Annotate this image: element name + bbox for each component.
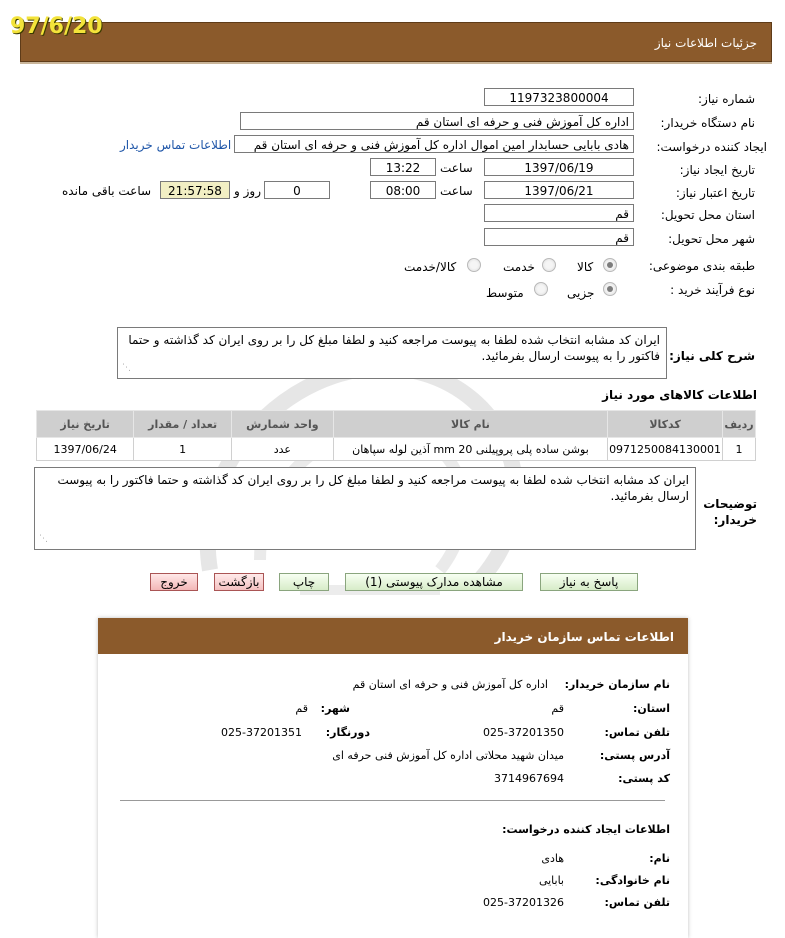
address-value: میدان شهید محلاتی اداره کل آموزش فنی حرفه ای [332,749,564,762]
contact-city-label: شهر: [320,702,350,715]
items-table [36,410,756,461]
process-radio-medium[interactable] [534,282,548,296]
org-value: اداره کل آموزش فنی و حرفه ای استان قم [352,678,548,691]
validity-time-field[interactable]: 08:00 [370,181,436,199]
process-radio-minor[interactable] [603,282,617,296]
city-label: شهر محل تحویل: [668,232,755,246]
province-label: استان محل تحویل: [660,208,755,222]
contact-card-title: اطلاعات تماس سازمان خریدار [494,630,674,644]
category-label: طبقه بندی موضوعی: [648,259,755,273]
buyer-notes-text: ایران کد مشابه انتخاب شده لطفا به پیوست مراجعه کنید و لطفا مبلغ کل را بر روی ایران کد گذاشته و حتما فاکتور را به پیوست ارسال بفرمائید. [57,473,689,503]
page-header [20,22,772,62]
postal-value: 3714967694 [494,772,564,785]
table-row[interactable] [37,438,756,461]
print-button[interactable]: چاپ [279,573,329,591]
remaining-label: ساعت باقی مانده [62,184,152,198]
category-option-both: کالا/خدمت [404,260,457,274]
resize-grip-icon[interactable]: ⋰ [39,534,48,544]
contact-card-header [98,618,688,654]
created-time-label: ساعت [440,161,473,175]
created-date-label: تاریخ ایجاد نیاز: [679,163,755,177]
category-option-service: خدمت [503,260,535,274]
fax-value: 025-37201351 [221,726,302,739]
validity-date-field[interactable]: 1397/06/21 [484,181,634,199]
buyer-notes-textarea[interactable] [34,467,696,550]
phone-value: 025-37201350 [483,726,564,739]
items-section-title: اطلاعات کالاهای مورد نیاز [602,388,757,402]
contact-city-value: قم [295,702,308,715]
category-radio-goods[interactable] [603,258,617,272]
cell-row: 1 [723,438,756,461]
back-button[interactable]: بازگشت [214,573,264,591]
days-label: روز و [234,184,261,198]
process-option-medium: متوسط [486,286,524,300]
page-title: جزئیات اطلاعات نیاز [654,36,757,50]
buyer-field[interactable]: اداره کل آموزش فنی و حرفه ای استان قم [240,112,634,130]
view-attachments-button[interactable]: مشاهده مدارک پیوستی (1) [345,573,523,591]
creator-name-value: هادی [541,852,564,865]
need-number-label: شماره نیاز: [698,92,755,106]
city-field[interactable]: قم [484,228,634,246]
org-label: نام سازمان خریدار: [564,678,670,691]
province-field[interactable]: قم [484,204,634,222]
process-option-minor: جزیی [567,286,595,300]
col-row: ردیف [723,411,756,438]
cell-unit: عدد [231,438,333,461]
phone-label: تلفن تماس: [604,726,670,739]
cell-name: بوشن ساده پلی پروپیلنی 20 mm آذین لوله سپاهان [333,438,607,461]
col-qty: تعداد / مقدار [134,411,232,438]
category-radio-service[interactable] [542,258,556,272]
creator-label: ایجاد کننده درخواست: [656,140,767,154]
creator-name-label: نام: [649,852,670,865]
summary-textarea[interactable] [117,327,667,379]
buyer-contact-link[interactable]: اطلاعات تماس خریدار [120,138,232,152]
created-date-field[interactable]: 1397/06/19 [484,158,634,176]
creator-field[interactable]: هادی بابایی حسابدار امین اموال اداره کل آموزش فنی و حرفه ای استان قم [234,135,634,153]
cell-date: 1397/06/24 [37,438,134,461]
address-label: آدرس پستی: [599,749,670,762]
col-name: نام کالا [333,411,607,438]
divider [120,800,665,801]
cell-qty: 1 [134,438,232,461]
summary-text: ایران کد مشابه انتخاب شده لطفا به پیوست مراجعه کنید و لطفا مبلغ کل را بر روی ایران کد گذاشته و حتما فاکتور را به پیوست ارسال بفرمائید. [128,333,660,363]
contact-province-label: استان: [633,702,670,715]
category-option-goods: کالا [577,260,594,274]
validity-date-label: تاریخ اعتبار نیاز: [675,186,755,200]
remaining-time-field[interactable]: 21:57:58 [160,181,230,199]
buyer-label: نام دستگاه خریدار: [660,116,755,130]
col-unit: واحد شمارش [231,411,333,438]
validity-time-label: ساعت [440,184,473,198]
summary-label: شرح کلی نیاز: [669,349,755,363]
creator-phone-value: 025-37201326 [483,896,564,909]
exit-button[interactable]: خروج [150,573,198,591]
buyer-contact-card [98,618,688,938]
creator-family-label: نام خانوادگی: [595,874,670,887]
date-stamp: 97/6/20 [10,14,103,39]
creator-phone-label: تلفن تماس: [604,896,670,909]
days-field[interactable]: 0 [264,181,330,199]
creator-section-title: اطلاعات ایجاد کننده درخواست: [502,823,670,836]
created-time-field[interactable]: 13:22 [370,158,436,176]
table-header-row [37,411,756,438]
need-number-field[interactable]: 1197323800004 [484,88,634,106]
creator-family-value: بابایی [538,874,564,887]
category-radio-both[interactable] [467,258,481,272]
process-label: نوع فرآیند خرید : [670,283,755,297]
col-code: کدکالا [608,411,723,438]
fax-label: دورنگار: [325,726,370,739]
cell-code: 0971250084130001 [608,438,723,461]
col-date: تاریخ نیاز [37,411,134,438]
buyer-notes-label: توضیحات خریدار: [703,497,757,527]
resize-grip-icon[interactable]: ⋰ [122,363,131,373]
postal-label: کد پستی: [618,772,670,785]
contact-province-value: قم [551,702,564,715]
reply-button[interactable]: پاسخ به نیاز [540,573,638,591]
